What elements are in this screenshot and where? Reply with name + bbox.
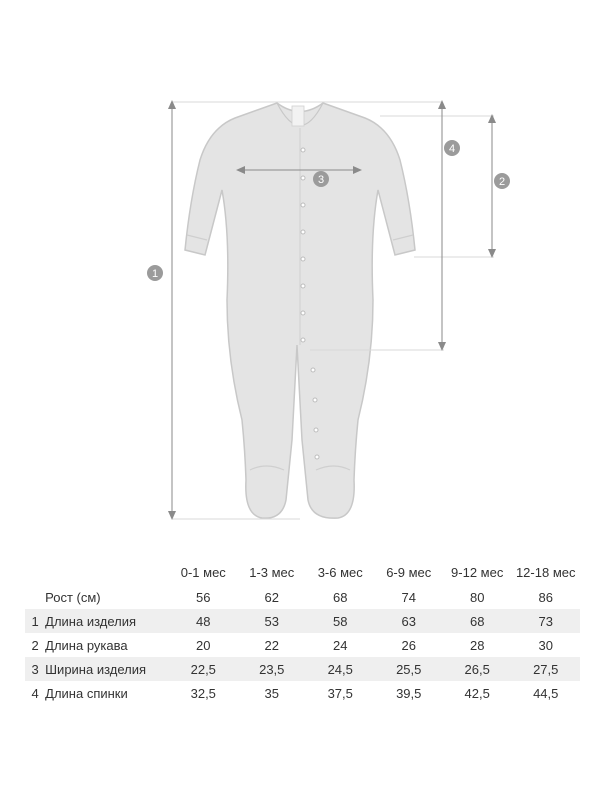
measurement-row <box>25 633 580 657</box>
measurement-value: 56 <box>196 589 211 605</box>
measurement-value: 30 <box>538 637 553 653</box>
row-number: 1 <box>25 609 45 633</box>
size-column-header: 3-6 мес <box>317 564 363 580</box>
measurement-value: 32,5 <box>190 685 216 701</box>
row-number <box>25 585 45 609</box>
size-header-row <box>25 559 580 585</box>
measurement-value: 23,5 <box>238 657 306 681</box>
measurement-value: 26,5 <box>443 657 511 681</box>
header-num-cell <box>25 559 45 585</box>
marker-1-label: 1 <box>151 268 159 280</box>
sleepsuit-illustration <box>185 103 415 518</box>
marker-3-badge <box>313 171 329 187</box>
header-label-cell <box>45 559 169 585</box>
row-label: Рост (см) <box>45 589 101 605</box>
measurement-value: 22,5 <box>169 657 237 681</box>
size-column-header: 6-9 мес <box>386 564 432 580</box>
measurement-value: 73 <box>511 609 580 633</box>
measurement-value: 42,5 <box>464 685 490 701</box>
marker-1-badge <box>147 265 163 281</box>
size-chart-body <box>25 559 580 705</box>
measurement-row <box>25 585 580 609</box>
measurement-value: 24,5 <box>306 657 374 681</box>
marker-3-label: 3 <box>317 174 325 186</box>
measurement-value: 74 <box>401 589 416 605</box>
measurement-value: 48 <box>169 609 237 633</box>
measurement-value: 53 <box>238 609 306 633</box>
row-number: 2 <box>31 637 39 653</box>
measurement-value: 24 <box>333 637 348 653</box>
row-label: Ширина изделия <box>45 657 169 681</box>
measurement-value: 37,5 <box>327 685 353 701</box>
row-label: Длина рукава <box>45 637 128 653</box>
measurement-value: 35 <box>264 685 279 701</box>
measurement-value: 22 <box>264 637 279 653</box>
measurement-value: 80 <box>469 589 485 605</box>
row-number: 3 <box>25 657 45 681</box>
neck-label <box>292 106 304 126</box>
measurement-value: 62 <box>264 589 279 605</box>
marker-2-badge <box>494 173 510 189</box>
measurement-value: 27,5 <box>511 657 580 681</box>
measurement-row <box>25 681 580 705</box>
row-label: Длина изделия <box>45 609 169 633</box>
row-label: Длина спинки <box>45 685 128 701</box>
size-chart-table <box>25 559 580 705</box>
measurement-value: 26 <box>401 637 416 653</box>
marker-2-label: 2 <box>498 176 506 188</box>
measurement-value: 58 <box>306 609 374 633</box>
measurement-value: 39,5 <box>396 685 422 701</box>
row-number: 4 <box>31 685 39 701</box>
marker-4-label: 4 <box>448 143 456 155</box>
size-column-header: 1-3 мес <box>249 564 295 580</box>
measurement-row <box>25 657 580 681</box>
marker-4-badge <box>444 140 460 156</box>
size-column-header: 9-12 мес <box>451 564 504 580</box>
measurement-value: 20 <box>196 637 211 653</box>
measurement-value: 63 <box>374 609 442 633</box>
measurement-value: 68 <box>333 589 348 605</box>
measurement-value: 86 <box>538 589 553 605</box>
measurement-value: 68 <box>443 609 511 633</box>
size-column-header: 12-18 мес <box>515 564 576 580</box>
measurement-row <box>25 609 580 633</box>
size-column-header: 0-1 мес <box>180 564 226 580</box>
measurement-value: 44,5 <box>533 685 559 701</box>
measurement-value: 25,5 <box>374 657 442 681</box>
measurement-value: 28 <box>469 637 485 653</box>
